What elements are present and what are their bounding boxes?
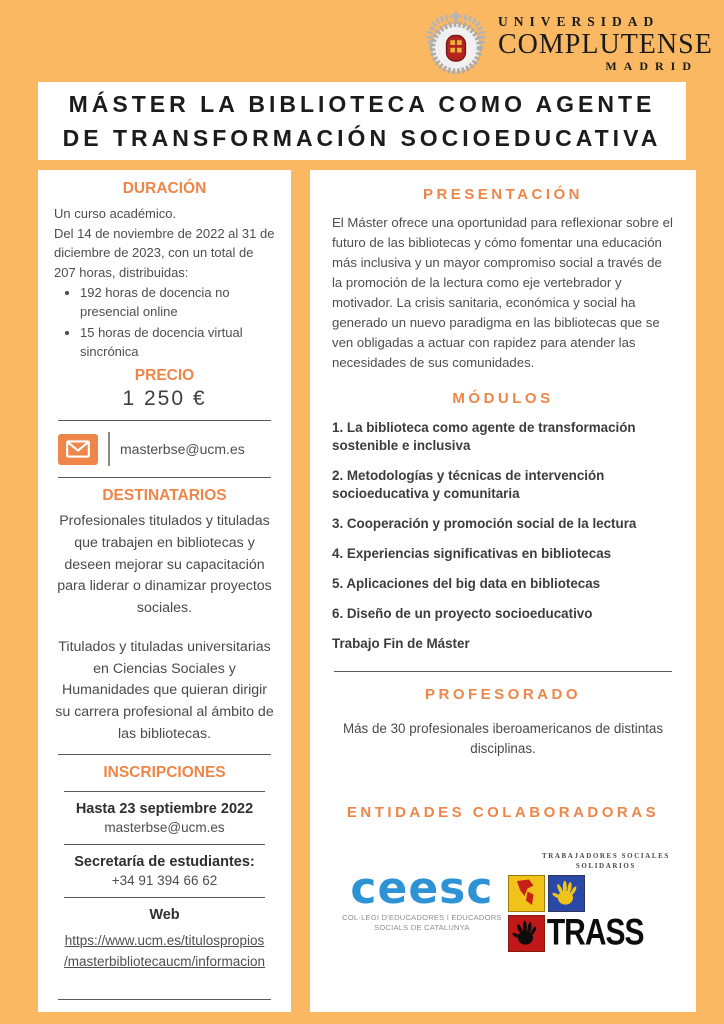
black-hand-icon <box>508 915 545 952</box>
modulo-item: 3. Cooperación y promoción social de la lectura <box>332 515 637 531</box>
web-url-link[interactable]: /masterbibliotecaucm/informacion <box>63 954 266 970</box>
modulo-item: 1. La biblioteca como agente de transformación sostenible e inclusiva <box>332 419 636 453</box>
ucm-crest-icon <box>422 10 490 78</box>
divider <box>64 844 265 845</box>
destinatarios-paragraph1: Profesionales titulados y tituladas que trabajen en bibliotecas y deseen mejorar su capacitación para liderar o dinamizar proyectos sociales. <box>57 513 272 616</box>
trass-caption-line2: SOLIDARIOS <box>575 862 636 871</box>
trass-logo-text: TRASS <box>546 911 644 953</box>
contact-email: masterbse@ucm.es <box>120 441 245 458</box>
title-line2: DE TRANSFORMACIÓN SOCIOEDUCATIVA <box>62 125 662 151</box>
modulo-item: 4. Experiencias significativas en bibliotecas <box>332 545 612 561</box>
divider <box>64 897 265 898</box>
ceesc-caption-line1: COL·LEGI D'EDUCADORES I EDUCADORS <box>342 913 502 923</box>
university-name-line2: COMPLUTENSE <box>498 28 713 60</box>
right-column <box>310 170 696 1012</box>
destinatarios-heading: DESTINATARIOS <box>102 487 227 505</box>
divider <box>58 477 271 478</box>
duracion-line1: Un curso académico. <box>54 206 177 221</box>
presentacion-heading: PRESENTACIÓN <box>422 186 584 203</box>
entidades-heading: ENTIDADES COLABORADORAS <box>346 803 660 821</box>
ucm-header <box>422 10 713 78</box>
duracion-bullet: • 15 horas de docencia virtual sincrónica <box>80 324 275 362</box>
divider <box>58 754 271 755</box>
precio-heading: PRECIO <box>134 367 195 385</box>
title-line1: MÁSTER LA BIBLIOTECA COMO AGENTE <box>68 91 656 117</box>
ceesc-logo-text: ceesc <box>350 862 494 914</box>
web-url-link[interactable]: https://www.ucm.es/titulospropios <box>64 933 265 949</box>
left-column <box>38 170 291 1012</box>
divider <box>58 999 271 1000</box>
inscripciones-heading: INSCRIPCIONES <box>103 764 226 782</box>
modulo-item: 5. Aplicaciones del big data en bibliotecas <box>332 576 601 592</box>
presentacion-body: El Máster ofrece una oportunidad para reflexionar sobre el futuro de las bibliotecas y cómo fomentar una educación más inclusiva y un mayor compromiso social a través de la promoción de la lectura como eje vertebrador y motivador. La crisis sanitaria, económica y social ha generado un nuevo paradigma en las bibliotecas que se ven obligadas a actuar con rapidez para atender las necesidades de sus comunidades. <box>332 215 673 371</box>
americas-map-icon <box>508 875 545 912</box>
duracion-bullet-list <box>80 284 275 361</box>
duracion-bullet: • 192 horas de docencia no presencial online <box>80 284 275 322</box>
collaborator-logos <box>332 851 674 952</box>
poster-title <box>38 82 686 160</box>
trass-logo-grid <box>508 875 670 952</box>
ceesc-caption-line2: SOCIALS DE CATALUNYA <box>374 923 470 933</box>
trass-logo <box>508 851 670 952</box>
profesorado-heading: PROFESORADO <box>424 686 581 704</box>
inscripciones-deadline: Hasta 23 septiembre 2022 <box>75 801 254 818</box>
modulo-item: 6. Diseño de un proyecto socioeducativo <box>332 606 593 622</box>
university-name-line3: MADRID <box>605 59 698 74</box>
profesorado-body: Más de 30 profesionales iberoamericanos de distintas disciplinas. <box>342 721 664 757</box>
divider <box>64 791 265 792</box>
duracion-line2: Del 14 de noviembre de 2022 al 31 de diciembre de 2023, con un total de 207 horas, distribuidas: <box>54 225 275 280</box>
ceesc-logo <box>336 862 508 934</box>
inscripciones-email: masterbse@ucm.es <box>104 820 225 836</box>
modulo-tfm: Trabajo Fin de Máster <box>332 636 470 652</box>
envelope-icon <box>58 434 98 465</box>
university-name-line1: UNIVERSIDAD <box>498 13 660 29</box>
modulo-item: 2. Metodologías y técnicas de intervención socioeducativa y comunitaria <box>332 467 605 501</box>
yellow-hand-icon <box>548 875 585 912</box>
web-label: Web <box>149 907 180 924</box>
secretaria-phone: +34 91 394 66 62 <box>111 873 218 889</box>
duracion-heading: DURACIÓN <box>122 180 207 197</box>
precio-value: 1 250 € <box>122 387 207 411</box>
secretaria-label: Secretaría de estudiantes: <box>74 854 255 871</box>
destinatarios-paragraph2: Titulados y tituladas universitarias en Ciencias Sociales y Humanidades que quieran dirigir su carrera profesional al ámbito de las bibliotecas. <box>55 639 274 742</box>
vertical-divider <box>108 432 110 466</box>
divider <box>334 671 672 672</box>
divider <box>58 420 271 421</box>
modulos-heading: MÓDULOS <box>452 389 554 407</box>
trass-caption-line1: TRABAJADORES SOCIALES <box>541 851 670 860</box>
contact-email-row <box>54 430 275 468</box>
university-wordmark <box>498 13 713 74</box>
